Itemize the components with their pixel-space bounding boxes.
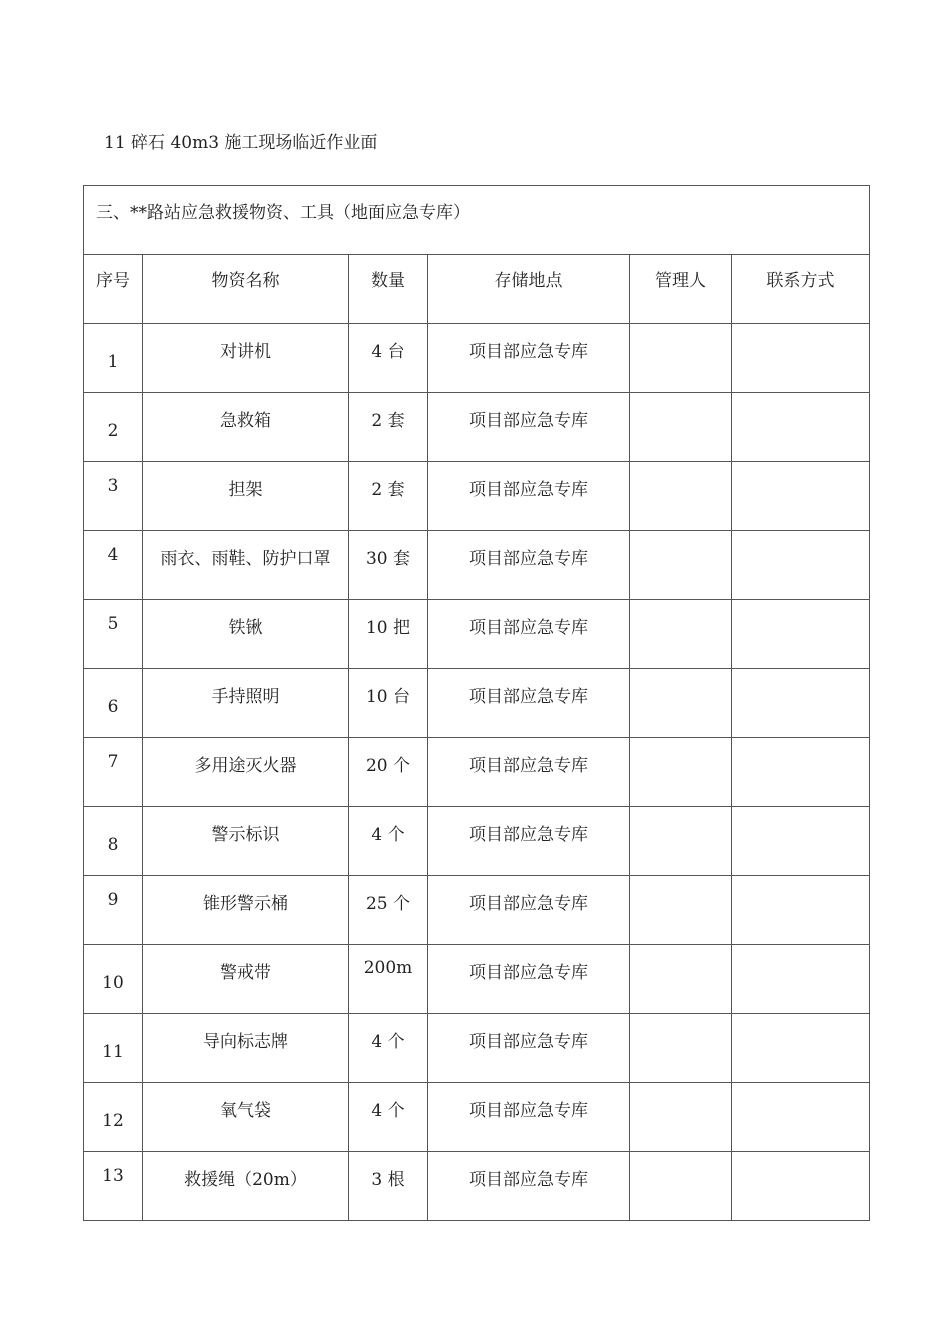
- row-manager-cell: [630, 462, 732, 531]
- row-contact-cell: [732, 1014, 870, 1083]
- row-name-cell: 手持照明: [143, 669, 349, 738]
- row-manager-cell: [630, 807, 732, 876]
- table-header-row: [84, 255, 870, 324]
- row-location-cell: 项目部应急专库: [428, 738, 630, 807]
- row-manager-cell: [630, 945, 732, 1014]
- table-row: [84, 393, 870, 462]
- row-contact-cell: [732, 393, 870, 462]
- row-name-cell: 锥形警示桶: [143, 876, 349, 945]
- row-manager-cell: [630, 1152, 732, 1221]
- row-name-cell: 多用途灭火器: [143, 738, 349, 807]
- table-row: [84, 1014, 870, 1083]
- row-no-cell: 8: [84, 807, 143, 876]
- table-body: [84, 324, 870, 1221]
- row-qty-cell: 4 台: [349, 324, 428, 393]
- row-qty-cell: 10 台: [349, 669, 428, 738]
- row-qty-cell: 20 个: [349, 738, 428, 807]
- row-no-cell: 6: [84, 669, 143, 738]
- row-contact-cell: [732, 462, 870, 531]
- row-contact-cell: [732, 876, 870, 945]
- row-no-cell: 11: [84, 1014, 143, 1083]
- table-row: [84, 1083, 870, 1152]
- row-name-cell: 对讲机: [143, 324, 349, 393]
- row-name-cell: 氧气袋: [143, 1083, 349, 1152]
- row-location-cell: 项目部应急专库: [428, 393, 630, 462]
- table-title: 三、**路站应急救援物资、工具（地面应急专库）: [96, 203, 470, 223]
- row-qty-cell: 4 个: [349, 1014, 428, 1083]
- table-row: [84, 876, 870, 945]
- header-qty: 数量: [349, 255, 428, 324]
- table-row: [84, 531, 870, 600]
- row-location-cell: 项目部应急专库: [428, 669, 630, 738]
- row-no-cell: 10: [84, 945, 143, 1014]
- row-name-cell: 救援绳（20m）: [143, 1152, 349, 1221]
- row-name-cell: 警戒带: [143, 945, 349, 1014]
- row-contact-cell: [732, 738, 870, 807]
- header-location: 存储地点: [428, 255, 630, 324]
- row-manager-cell: [630, 324, 732, 393]
- emergency-supplies-table: [83, 185, 870, 1221]
- row-location-cell: 项目部应急专库: [428, 1014, 630, 1083]
- row-no-cell: 7: [84, 738, 143, 807]
- row-contact-cell: [732, 531, 870, 600]
- row-qty-cell: 25 个: [349, 876, 428, 945]
- row-contact-cell: [732, 1152, 870, 1221]
- table-row: [84, 462, 870, 531]
- row-qty-cell: 3 根: [349, 1152, 428, 1221]
- row-location-cell: 项目部应急专库: [428, 324, 630, 393]
- row-name-cell: 雨衣、雨鞋、防护口罩: [143, 531, 349, 600]
- row-no-cell: 2: [84, 393, 143, 462]
- row-name-cell: 担架: [143, 462, 349, 531]
- row-manager-cell: [630, 1014, 732, 1083]
- table-title-row: [84, 186, 870, 255]
- header-contact: 联系方式: [732, 255, 870, 324]
- header-manager: 管理人: [630, 255, 732, 324]
- table-row: [84, 945, 870, 1014]
- row-location-cell: 项目部应急专库: [428, 807, 630, 876]
- row-manager-cell: [630, 393, 732, 462]
- row-no-cell: 5: [84, 600, 143, 669]
- row-no-cell: 12: [84, 1083, 143, 1152]
- table-row: [84, 669, 870, 738]
- row-contact-cell: [732, 324, 870, 393]
- row-contact-cell: [732, 600, 870, 669]
- row-manager-cell: [630, 1083, 732, 1152]
- row-location-cell: 项目部应急专库: [428, 876, 630, 945]
- row-qty-cell: 2 套: [349, 393, 428, 462]
- table-row: [84, 600, 870, 669]
- row-qty-cell: 30 套: [349, 531, 428, 600]
- row-name-cell: 导向标志牌: [143, 1014, 349, 1083]
- row-location-cell: 项目部应急专库: [428, 462, 630, 531]
- row-contact-cell: [732, 945, 870, 1014]
- row-qty-cell: 10 把: [349, 600, 428, 669]
- table-row: [84, 738, 870, 807]
- row-location-cell: 项目部应急专库: [428, 1083, 630, 1152]
- row-location-cell: 项目部应急专库: [428, 531, 630, 600]
- table-row: [84, 324, 870, 393]
- row-no-cell: 9: [84, 876, 143, 945]
- row-qty-cell: 4 个: [349, 1083, 428, 1152]
- header-name: 物资名称: [143, 255, 349, 324]
- row-name-cell: 铁锹: [143, 600, 349, 669]
- table-row: [84, 1152, 870, 1221]
- row-name-cell: 警示标识: [143, 807, 349, 876]
- intro-line: 11 碎石 40m3 施工现场临近作业面: [104, 133, 378, 153]
- row-location-cell: 项目部应急专库: [428, 945, 630, 1014]
- header-no: 序号: [84, 255, 143, 324]
- row-no-cell: 13: [84, 1152, 143, 1221]
- row-location-cell: 项目部应急专库: [428, 600, 630, 669]
- row-location-cell: 项目部应急专库: [428, 1152, 630, 1221]
- row-name-cell: 急救箱: [143, 393, 349, 462]
- row-contact-cell: [732, 669, 870, 738]
- row-manager-cell: [630, 669, 732, 738]
- row-no-cell: 1: [84, 324, 143, 393]
- row-contact-cell: [732, 807, 870, 876]
- row-manager-cell: [630, 876, 732, 945]
- row-manager-cell: [630, 600, 732, 669]
- table-title-cell: [84, 186, 870, 255]
- table-row: [84, 807, 870, 876]
- row-qty-cell: 200m: [349, 945, 428, 1014]
- row-manager-cell: [630, 738, 732, 807]
- row-qty-cell: 2 套: [349, 462, 428, 531]
- row-qty-cell: 4 个: [349, 807, 428, 876]
- row-contact-cell: [732, 1083, 870, 1152]
- row-no-cell: 3: [84, 462, 143, 531]
- row-no-cell: 4: [84, 531, 143, 600]
- row-manager-cell: [630, 531, 732, 600]
